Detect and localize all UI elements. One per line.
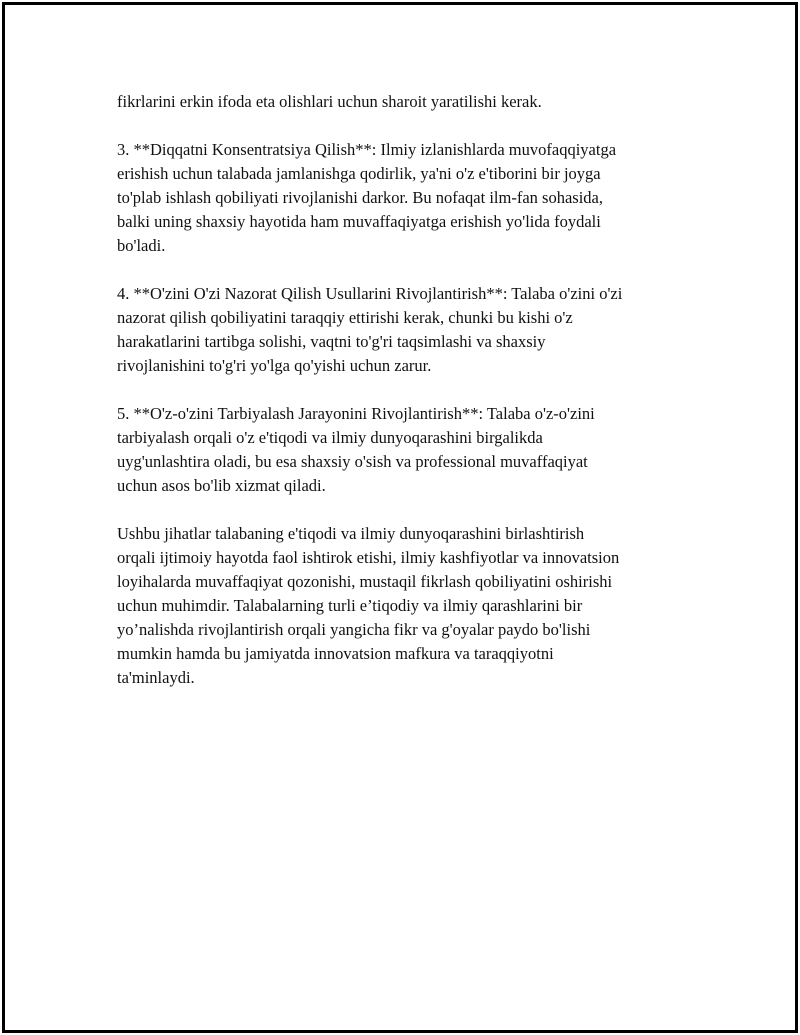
paragraph-point-4 [117, 282, 707, 378]
text-line: yo’nalishda rivojlantirish orqali yangicha fikr va g'oyalar paydo bo'lishi [117, 620, 591, 639]
paragraph-point-3 [117, 138, 707, 258]
text-line: ta'minlaydi. [117, 668, 195, 687]
paragraph-intro-continuation [117, 90, 707, 114]
paragraph-conclusion [117, 522, 707, 690]
text-line: 4. **O'zini O'zi Nazorat Qilish Usullarini Rivojlantirish**: Talaba o'zini o'zi [117, 284, 623, 303]
text-line: Ushbu jihatlar talabaning e'tiqodi va ilmiy dunyoqarashini birlashtirish [117, 524, 585, 543]
text-line: nazorat qilish qobiliyatini taraqqiy ettirishi kerak, chunki bu kishi o'z [117, 308, 573, 327]
text-line: fikrlarini erkin ifoda eta olishlari uchun sharoit yaratilishi kerak. [117, 92, 542, 111]
document-body [117, 90, 707, 714]
text-line: orqali ijtimoiy hayotda faol ishtirok etishi, ilmiy kashfiyotlar va innovatsion [117, 548, 620, 567]
paragraph-point-5 [117, 402, 707, 498]
text-line: harakatlarini tartibga solishi, vaqtni to'g'ri taqsimlashi va shaxsiy [117, 332, 546, 351]
text-line: uchun muhimdir. Talabalarning turli e’tiqodiy va ilmiy qarashlarini bir [117, 596, 583, 615]
text-line: erishish uchun talabada jamlanishga qodirlik, ya'ni o'z e'tiborini bir joyga [117, 164, 601, 183]
text-line: uchun asos bo'lib xizmat qiladi. [117, 476, 326, 495]
text-line: uyg'unlashtira oladi, bu esa shaxsiy o'sish va professional muvaffaqiyat [117, 452, 588, 471]
text-line: bo'ladi. [117, 236, 166, 255]
text-line: to'plab ishlash qobiliyati rivojlanishi darkor. Bu nofaqat ilm-fan sohasida, [117, 188, 603, 207]
text-line: tarbiyalash orqali o'z e'tiqodi va ilmiy dunyoqarashini birgalikda [117, 428, 543, 447]
text-line: 3. **Diqqatni Konsentratsiya Qilish**: Ilmiy izlanishlarda muvofaqqiyatga [117, 140, 617, 159]
text-line: loyihalarda muvaffaqiyat qozonishi, mustaqil fikrlash qobiliyatini oshirishi [117, 572, 613, 591]
text-line: 5. **O'z-o'zini Tarbiyalash Jarayonini Rivojlantirish**: Talaba o'z-o'zini [117, 404, 595, 423]
text-line: balki uning shaxsiy hayotida ham muvaffaqiyatga erishish yo'lida foydali [117, 212, 601, 231]
text-line: rivojlanishini to'g'ri yo'lga qo'yishi uchun zarur. [117, 356, 432, 375]
text-line: mumkin hamda bu jamiyatda innovatsion mafkura va taraqqiyotni [117, 644, 554, 663]
